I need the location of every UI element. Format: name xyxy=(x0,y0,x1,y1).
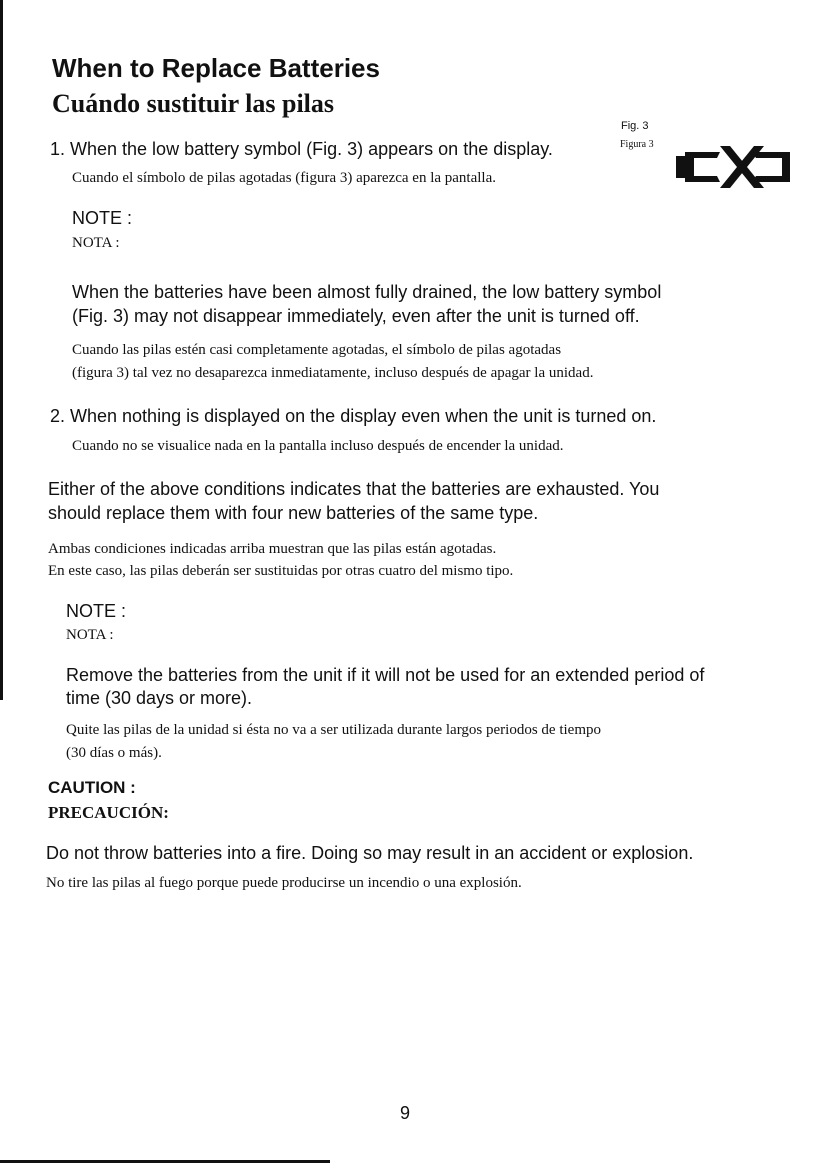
caution-label-en: CAUTION : xyxy=(48,778,136,797)
note2-es-line1: Quite las pilas de la unidad si ésta no va a ser utilizada durante largos periodos de tiempo xyxy=(66,722,601,738)
item2-en: 2. When nothing is displayed on the display even when the unit is turned on. xyxy=(50,406,657,426)
figure-label-es: Figura 3 xyxy=(620,139,654,150)
page-title-es: Cuándo sustituir las pilas xyxy=(52,89,335,118)
item2-es: Cuando no se visualice nada en la pantalla incluso después de encender la unidad. xyxy=(72,438,564,454)
note1-label-es: NOTA : xyxy=(72,235,120,251)
conclusion-es-line1: Ambas condiciones indicadas arriba muestran que las pilas están agotadas. xyxy=(48,541,497,557)
note2-en-line1: Remove the batteries from the unit if it will not be used for an extended period of xyxy=(66,665,705,685)
note2-label-es: NOTA : xyxy=(66,627,114,643)
item1-es: Cuando el símbolo de pilas agotadas (figura 3) aparezca en la pantalla. xyxy=(72,170,496,186)
low-battery-icon xyxy=(676,144,792,192)
note1-es-line1: Cuando las pilas estén casi completamente agotadas, el símbolo de pilas agotadas xyxy=(72,342,562,358)
item1-en: 1. When the low battery symbol (Fig. 3) appears on the display. xyxy=(50,139,553,159)
note1-label-en: NOTE : xyxy=(72,208,133,228)
page-title-en: When to Replace Batteries xyxy=(52,53,380,83)
caution-en: Do not throw batteries into a fire. Doing so may result in an accident or explosion. xyxy=(46,843,694,863)
note1-es-line2: (figura 3) tal vez no desaparezca inmediatamente, incluso después de apagar la unidad. xyxy=(72,365,594,381)
note2-label-en: NOTE : xyxy=(66,601,127,621)
note2-es-line2: (30 días o más). xyxy=(66,745,162,761)
conclusion-en-line1: Either of the above conditions indicates that the batteries are exhausted. You xyxy=(48,479,660,499)
page-number: 9 xyxy=(400,1103,411,1123)
note1-en-line2: (Fig. 3) may not disappear immediately, even after the unit is turned off. xyxy=(72,306,640,326)
note1-en-line1: When the batteries have been almost fully drained, the low battery symbol xyxy=(72,282,662,302)
scan-edge-bottom xyxy=(0,1160,330,1163)
caution-label-es: PRECAUCIÓN: xyxy=(48,803,169,822)
note2-en-line2: time (30 days or more). xyxy=(66,688,253,708)
scan-edge-left xyxy=(0,0,3,700)
figure-label-en: Fig. 3 xyxy=(621,120,649,132)
caution-es: No tire las pilas al fuego porque puede producirse un incendio o una explosión. xyxy=(46,875,522,891)
conclusion-es-line2: En este caso, las pilas deberán ser sustituidas por otras cuatro del mismo tipo. xyxy=(48,563,514,579)
conclusion-en-line2: should replace them with four new batteries of the same type. xyxy=(48,503,539,523)
